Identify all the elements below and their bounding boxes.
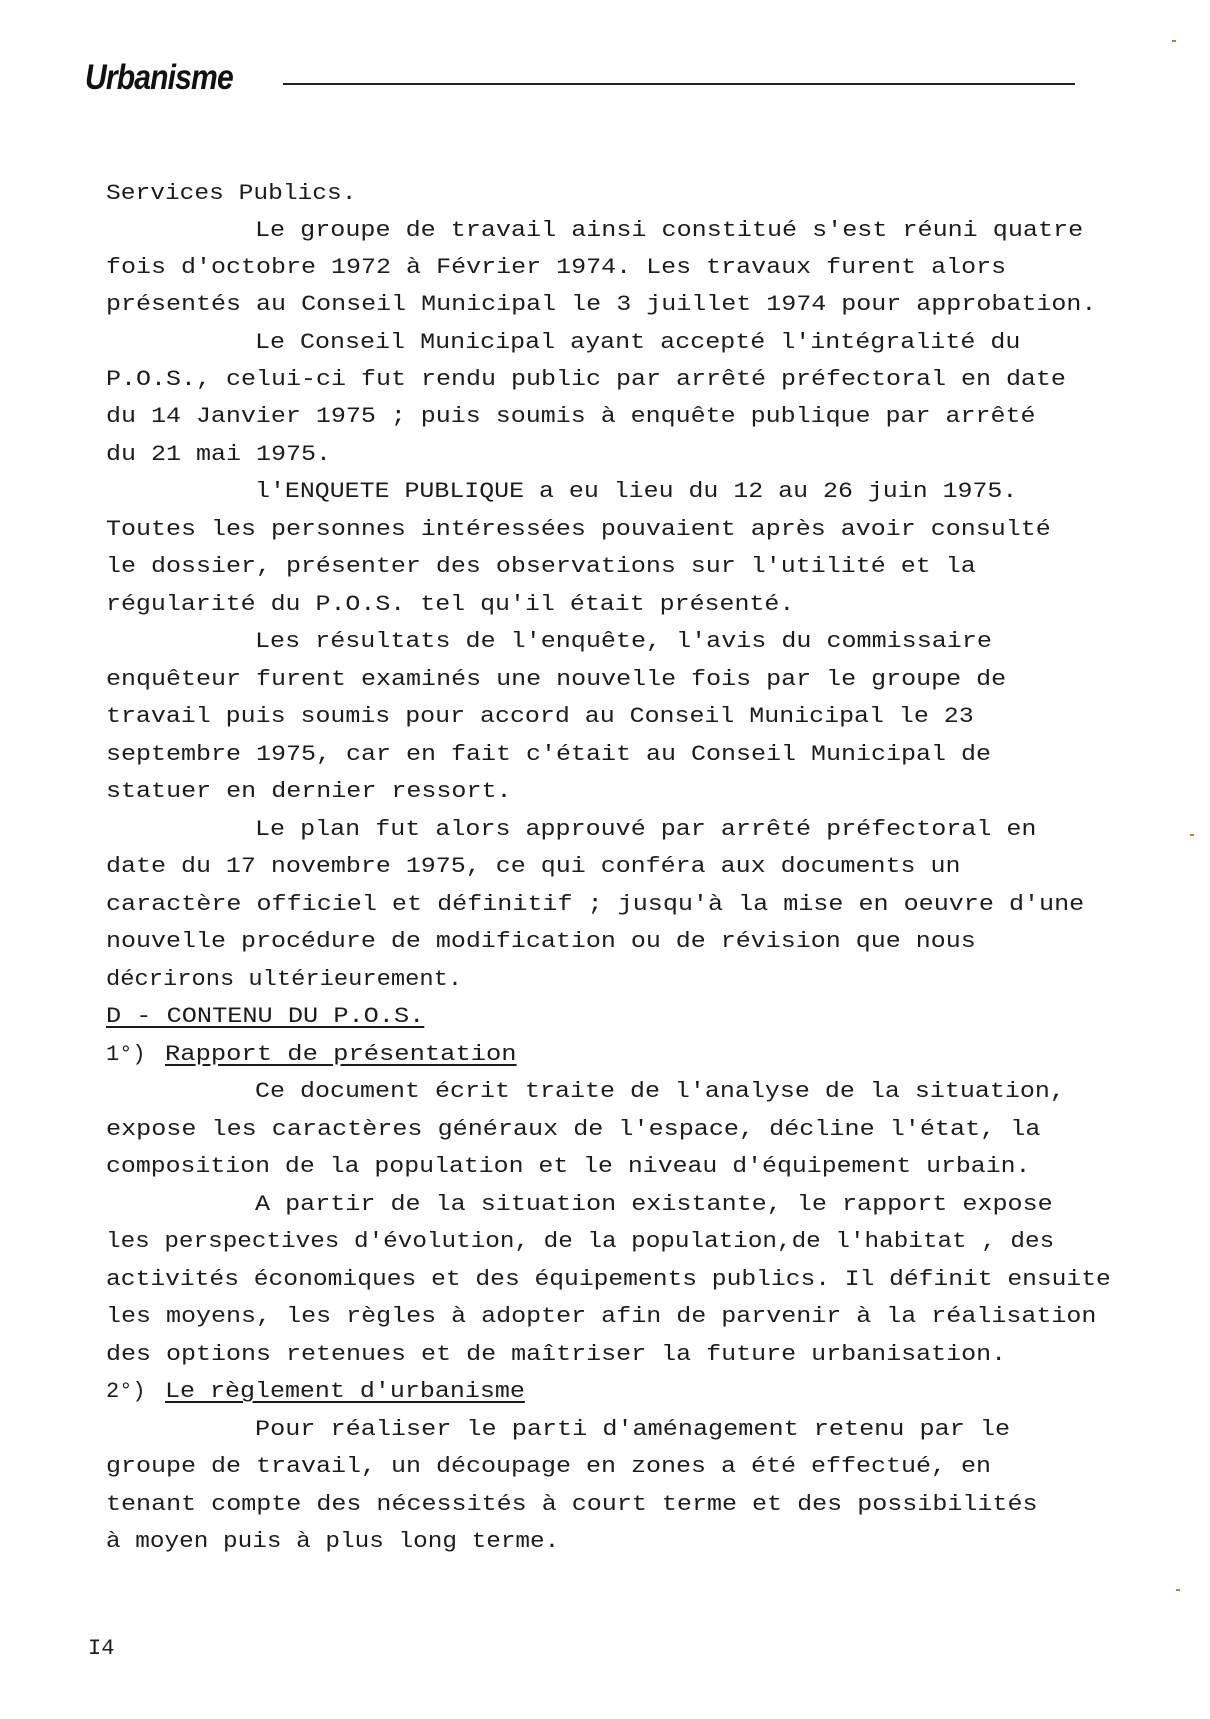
page-number: I4 bbox=[88, 1636, 115, 1661]
text-line: décrirons ultérieurement. bbox=[106, 967, 463, 992]
text-line: régularité du P.O.S. tel qu'il était présenté. bbox=[106, 592, 795, 617]
text-line: composition de la population et le niveau d'équipement urbain. bbox=[106, 1154, 1031, 1179]
subsection-number: 2°) bbox=[106, 1379, 159, 1404]
text-line: groupe de travail, un découpage en zones a été effectué, en bbox=[106, 1454, 991, 1479]
text-line: caractère officiel et définitif ; jusqu'à la mise en oeuvre d'une bbox=[106, 892, 1085, 917]
text-line: présentés au Conseil Municipal le 3 juillet 1974 pour approbation. bbox=[106, 292, 1097, 317]
text-line: les moyens, les règles à adopter afin de parvenir à la réalisation bbox=[106, 1304, 1097, 1329]
scan-speck bbox=[1172, 40, 1176, 42]
text-line: septembre 1975, car en fait c'était au Conseil Municipal de bbox=[106, 742, 991, 767]
text-line: date du 17 novembre 1975, ce qui conféra aux documents un bbox=[106, 854, 961, 879]
text-line: les perspectives d'évolution, de la population,de l'habitat , des bbox=[106, 1229, 1055, 1254]
scan-speck bbox=[1176, 1589, 1180, 1591]
paragraph-first-line: Les résultats de l'enquête, l'avis du commissaire bbox=[255, 629, 992, 654]
subsection-number: 1°) bbox=[106, 1042, 159, 1067]
text-line: Services Publics. bbox=[106, 181, 357, 206]
subsection-heading-rapport: Rapport de présentation bbox=[165, 1042, 517, 1067]
text-line: à moyen puis à plus long terme. bbox=[106, 1529, 560, 1554]
section-heading-d: D - CONTENU DU P.O.S. bbox=[106, 1004, 425, 1029]
section-title: Urbanisme bbox=[85, 58, 233, 97]
text-line: du 21 mai 1975. bbox=[106, 442, 332, 467]
header-rule bbox=[283, 83, 1075, 85]
text-line: le dossier, présenter des observations sur l'utilité et la bbox=[106, 554, 976, 579]
text-line: nouvelle procédure de modification ou de révision que nous bbox=[106, 929, 976, 954]
paragraph-first-line: l'ENQUETE PUBLIQUE a eu lieu du 12 au 26 juin 1975. bbox=[255, 479, 1018, 504]
page-header bbox=[85, 58, 1075, 108]
paragraph-first-line: Ce document écrit traite de l'analyse de la situation, bbox=[255, 1079, 1065, 1104]
paragraph-first-line: Le Conseil Municipal ayant accepté l'intégralité du bbox=[255, 330, 1021, 355]
text-line: expose les caractères généraux de l'espace, décline l'état, la bbox=[106, 1117, 1041, 1142]
paragraph-first-line: A partir de la situation existante, le rapport expose bbox=[255, 1192, 1053, 1217]
scan-speck bbox=[1190, 834, 1194, 836]
text-line: activités économiques et des équipements publics. Il définit ensuite bbox=[106, 1267, 1111, 1292]
text-line: travail puis soumis pour accord au Conseil Municipal le 23 bbox=[106, 704, 974, 729]
text-line: tenant compte des nécessités à court terme et des possibilités bbox=[106, 1492, 1038, 1517]
text-line: des options retenues et de maîtriser la future urbanisation. bbox=[106, 1342, 1007, 1367]
text-line: P.O.S., celui-ci fut rendu public par arrêté préfectoral en date bbox=[106, 367, 1066, 392]
text-line: fois d'octobre 1972 à Février 1974. Les travaux furent alors bbox=[106, 255, 1007, 280]
text-line: statuer en dernier ressort. bbox=[106, 779, 512, 804]
text-line: du 14 Janvier 1975 ; puis soumis à enquête publique par arrêté bbox=[106, 404, 1036, 429]
text-line: Toutes les personnes intéressées pouvaient après avoir consulté bbox=[106, 517, 1051, 542]
paragraph-first-line: Le groupe de travail ainsi constitué s'est réuni quatre bbox=[255, 218, 1084, 243]
subsection-heading-reglement: Le règlement d'urbanisme bbox=[165, 1379, 525, 1404]
text-line: enquêteur furent examinés une nouvelle fois par le groupe de bbox=[106, 667, 1007, 692]
paragraph-first-line: Le plan fut alors approuvé par arrêté préfectoral en bbox=[255, 817, 1037, 842]
paragraph-first-line: Pour réaliser le parti d'aménagement retenu par le bbox=[255, 1417, 1011, 1442]
